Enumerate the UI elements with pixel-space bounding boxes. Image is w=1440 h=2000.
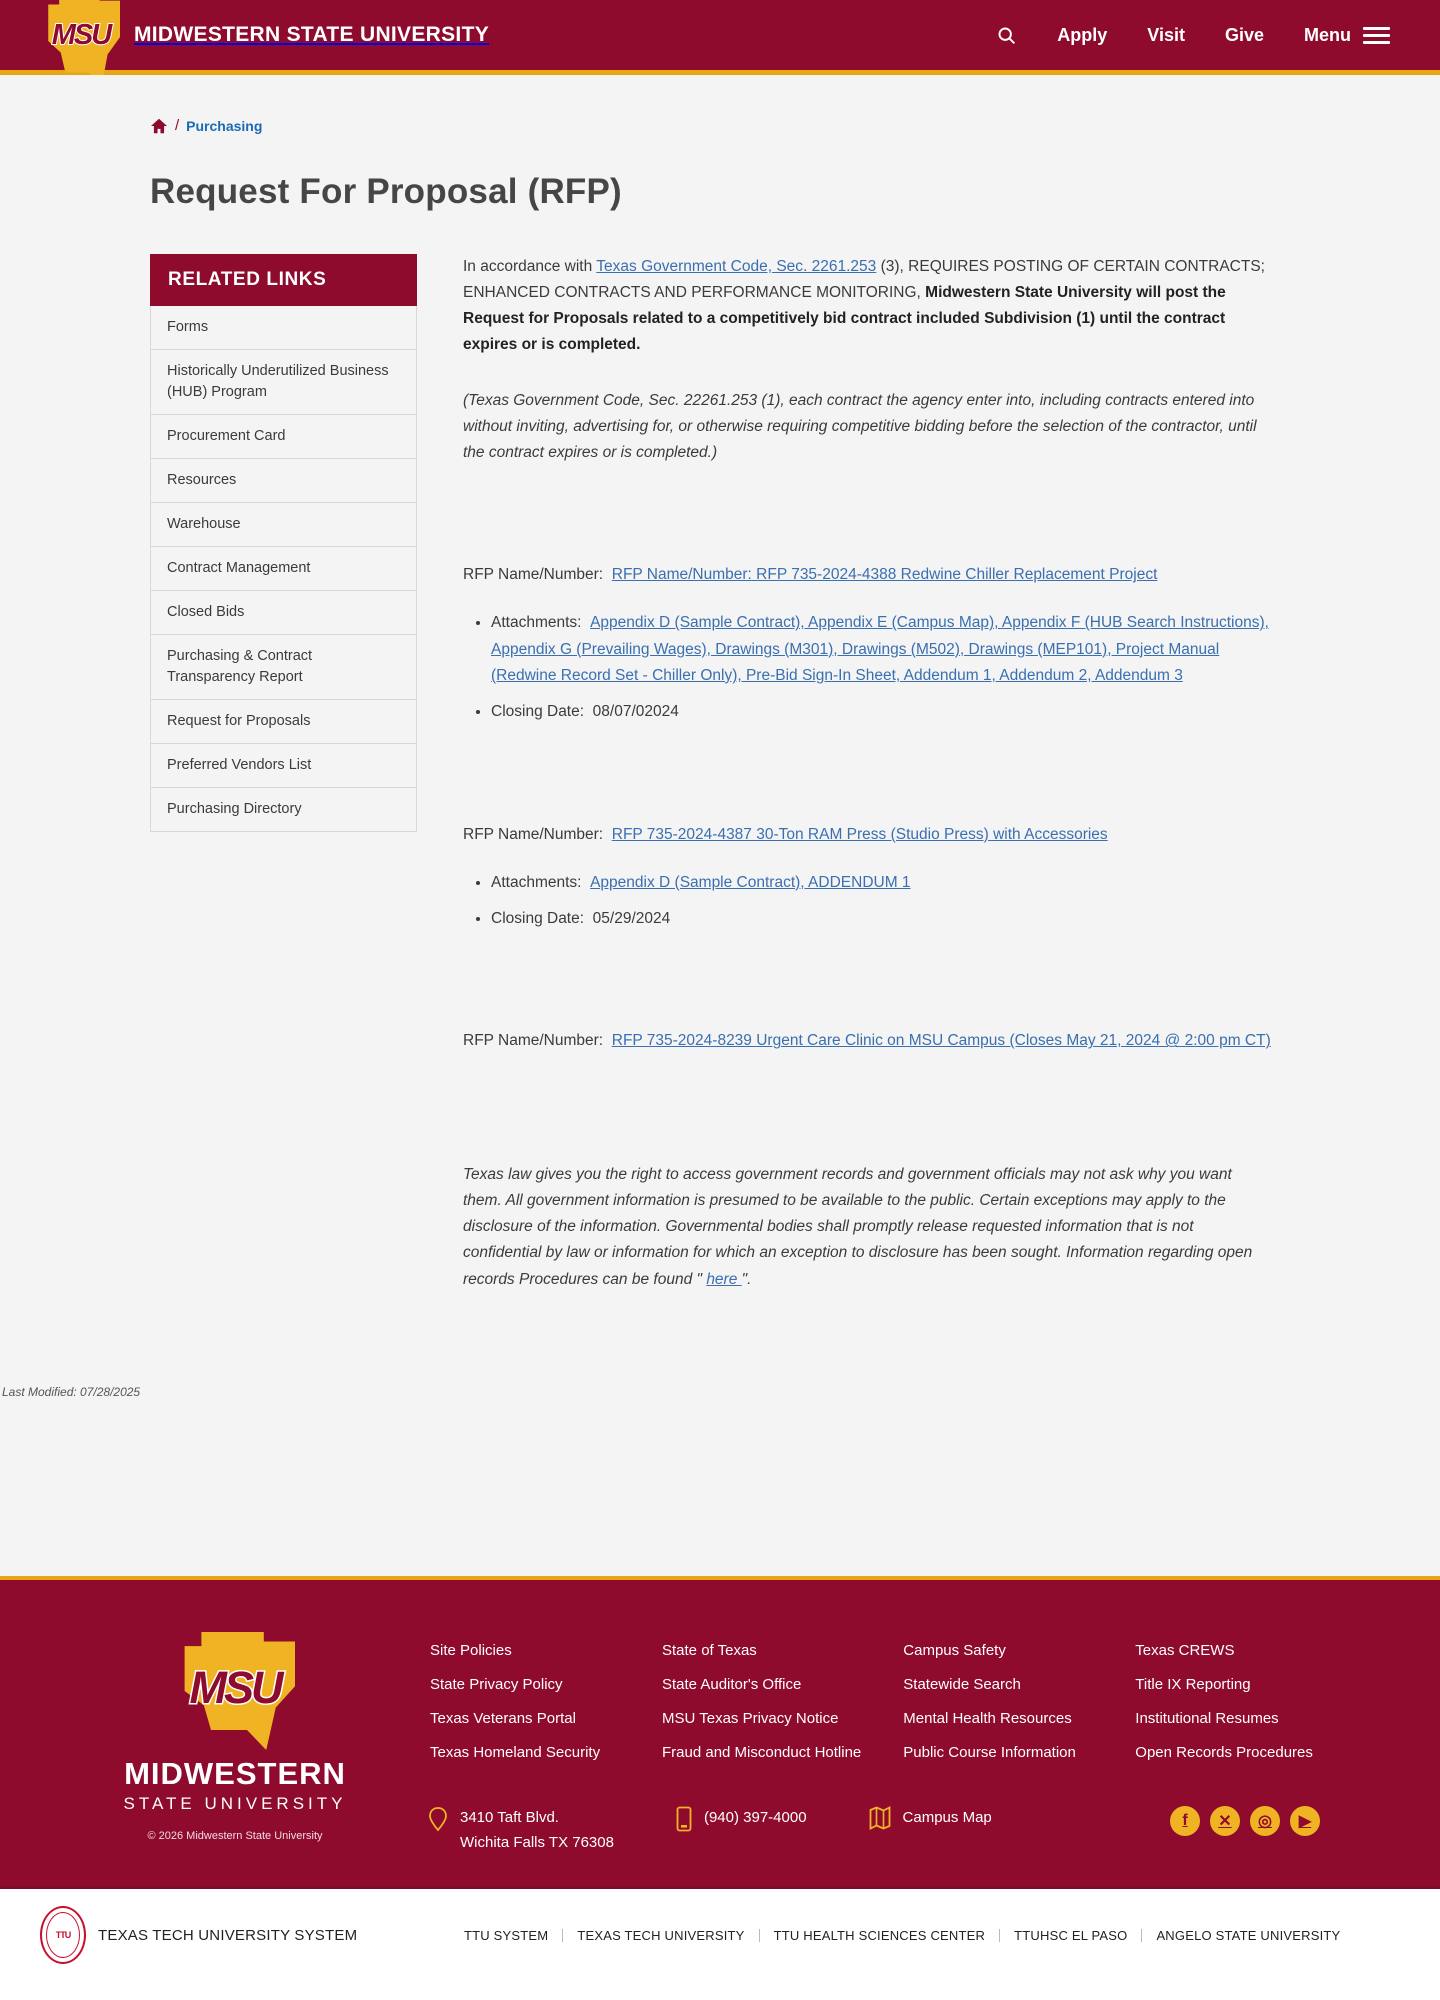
intro-pre: In accordance with [463, 258, 597, 275]
youtube-icon[interactable]: ▶ [1290, 1806, 1320, 1836]
footer-campus-map[interactable] [869, 1806, 992, 1831]
open-records-tail: ". [741, 1270, 752, 1288]
ttu-seal-icon: TTU [40, 1906, 86, 1964]
sidebar-item-preferred-vendors[interactable]: Preferred Vendors List [151, 744, 417, 788]
rfp-2-line [463, 822, 1273, 848]
brand-name: MIDWESTERN STATE UNIVERSITY [134, 23, 489, 46]
rfp-3-link[interactable]: RFP 735-2024-8239 Urgent Care Clinic on MSU Campus (Closes May 21, 2024 @ 2:00 pm CT) [611, 1032, 1271, 1050]
ttu-brand[interactable] [40, 1906, 420, 1964]
footer-link-texas-crews[interactable]: Texas CREWS [1135, 1642, 1235, 1659]
footer-address-line1: 3410 Taft Blvd. [460, 1809, 559, 1826]
footer-link-site-policies[interactable]: Site Policies [430, 1642, 512, 1659]
rfp-2-closing-item [491, 906, 1273, 932]
related-links-sidebar [150, 254, 417, 1315]
x-twitter-icon[interactable]: ✕ [1210, 1806, 1240, 1836]
rfp-1-attachments-label: Attachments: [491, 614, 582, 632]
breadcrumb-separator: / [175, 117, 180, 134]
ttu-link-system[interactable]: TTU SYSTEM [450, 1929, 563, 1942]
rfp-1-closing-label: Closing Date: [491, 703, 585, 721]
footer-link-statewide-search[interactable]: Statewide Search [903, 1676, 1021, 1693]
sidebar-item-hub-program[interactable]: Historically Underutilized Business (HUB) Program [151, 350, 417, 415]
main-content [443, 254, 1273, 1315]
footer-address [428, 1806, 614, 1856]
footer-link-campus-safety[interactable]: Campus Safety [903, 1642, 1006, 1659]
ttu-link-angelo-state[interactable]: ANGELO STATE UNIVERSITY [1156, 1927, 1341, 1943]
footer-link-state-auditors-office[interactable]: State Auditor's Office [662, 1676, 802, 1693]
sidebar-item-warehouse[interactable]: Warehouse [151, 503, 417, 547]
footer-phone-number: (940) 397-4000 [703, 1809, 807, 1826]
footer-link-texas-veterans-portal[interactable]: Texas Veterans Portal [430, 1710, 576, 1727]
footer-link-institutional-resumes[interactable]: Institutional Resumes [1135, 1710, 1279, 1727]
rfp-2-details [463, 870, 1273, 933]
rfp-3-label: RFP Name/Number: [463, 1032, 604, 1050]
rfp-2-link[interactable]: RFP 735-2024-4387 30-Ton RAM Press (Studio Press) with Accessories [611, 825, 1108, 843]
rfp-1-attachments-link[interactable]: Appendix D (Sample Contract), Appendix E (Campus Map), Appendix F (HUB Search Instructions), Appendix G (Prevailing Wages), Drawings (M301), Drawings (M502), Drawings (MEP101), Project Manual (Redwine Record Set - Chiller Only), Pre-Bid Sign-In Sheet, Addendum 1, Addendum 2, Addendum 3 [491, 614, 1269, 684]
rfp-1-attachments-item [491, 610, 1273, 689]
footer-link-texas-homeland-security[interactable]: Texas Homeland Security [430, 1744, 601, 1761]
sidebar-item-purchasing-directory[interactable]: Purchasing Directory [151, 788, 417, 832]
rfp-entry-3 [463, 1028, 1273, 1054]
nav-give[interactable]: Give [1224, 24, 1264, 45]
page-title: Request For Proposal (RFP) [150, 172, 622, 211]
footer-link-state-of-texas[interactable]: State of Texas [662, 1642, 757, 1659]
footer-msu-logo-icon [175, 1632, 295, 1750]
breadcrumb-purchasing-link[interactable]: Purchasing [186, 117, 263, 134]
ttu-system-name: TEXAS TECH UNIVERSITY SYSTEM [98, 1926, 358, 1944]
open-records-note [463, 1162, 1273, 1292]
rfp-1-closing-item [491, 699, 1273, 725]
intro-mid: (3), REQUIRES POSTING OF CERTAIN CONTRACTS; ENHANCED CONTRACTS AND PERFORMANCE MONITORING, [463, 258, 1265, 302]
open-records-text: Texas law gives you the right to access government records and government officials may not ask why you want them. All government information is presumed to be available to the public. Certain exceptions may apply to the disclosure of the information. Governmental bodies shall promptly release requested information that is not confidential by law or information for which an exception to disclosure has been sought. Information regarding open records Procedures can be found " [463, 1166, 1253, 1288]
footer-link-msu-texas-privacy-notice[interactable]: MSU Texas Privacy Notice [662, 1710, 839, 1727]
related-links-list [150, 306, 417, 832]
rfp-3-line [463, 1028, 1273, 1054]
footer-link-title-ix-reporting[interactable]: Title IX Reporting [1135, 1676, 1251, 1693]
breadcrumb [150, 75, 1290, 134]
ttu-links [450, 1929, 1354, 1942]
home-icon [150, 118, 168, 134]
site-header [0, 0, 1440, 75]
map-icon [869, 1806, 891, 1830]
footer-brand-line2: STATE UNIVERSITY [123, 1794, 347, 1813]
nav-apply[interactable]: Apply [1057, 24, 1108, 45]
ttu-link-texas-tech-university[interactable]: TEXAS TECH UNIVERSITY [563, 1929, 759, 1942]
header-nav [996, 25, 1400, 46]
facebook-icon[interactable]: f [1170, 1806, 1200, 1836]
ttu-link-el-paso[interactable]: TTUHSC EL PASO [1000, 1929, 1142, 1942]
footer-brand [110, 1632, 360, 1842]
footer-social-links [1170, 1806, 1330, 1836]
rfp-2-label: RFP Name/Number: [463, 825, 604, 843]
footer-link-fraud-hotline[interactable]: Fraud and Misconduct Hotline [662, 1744, 862, 1761]
intro-paragraph [463, 254, 1273, 358]
sidebar-item-forms[interactable]: Forms [151, 306, 417, 350]
breadcrumb-home-link[interactable] [150, 118, 168, 134]
sidebar-item-request-for-proposals[interactable]: Request for Proposals [151, 700, 417, 744]
footer-brand-line1: MIDWESTERN [124, 1756, 346, 1791]
rfp-entry-2 [463, 822, 1273, 933]
footer-phone[interactable] [676, 1806, 807, 1832]
rfp-1-line [463, 562, 1273, 588]
sidebar-item-closed-bids[interactable]: Closed Bids [151, 591, 417, 635]
instagram-icon[interactable]: ◎ [1250, 1806, 1280, 1836]
rfp-2-closing-label: Closing Date: [491, 910, 585, 927]
footer-link-state-privacy-policy[interactable]: State Privacy Policy [430, 1676, 563, 1693]
last-modified: Last Modified: 07/28/2025 [2, 1384, 141, 1399]
search-icon[interactable] [996, 25, 1017, 46]
menu-button[interactable] [1304, 25, 1390, 46]
footer-logo-letters: MSU [189, 1662, 281, 1713]
code-note-paragraph: (Texas Government Code, Sec. 22261.253 (1), each contract the agency enter into, including contracts entered into without inviting, advertising for, or otherwise requiring competitive bidding before the selection of the contractor, until the contract expires or is completed.) [463, 392, 1257, 462]
intro-bold: Midwestern State University will post the Request for Proposals related to a competitively bid contract included Subdivision (1) until the contract expires or is completed. [463, 284, 1226, 354]
menu-label: Menu [1304, 24, 1351, 45]
footer-copyright: © 2026 Midwestern State University [147, 1830, 323, 1842]
related-links-heading: RELATED LINKS [150, 254, 417, 306]
rfp-1-link[interactable]: RFP Name/Number: RFP 735-2024-4388 Redwine Chiller Replacement Project [611, 566, 1158, 584]
site-footer [0, 1580, 1440, 1886]
rfp-2-attachments-link[interactable]: Appendix D (Sample Contract), ADDENDUM 1 [590, 873, 911, 891]
nav-visit[interactable]: Visit [1147, 24, 1185, 45]
msu-logo-letters: MSU [51, 19, 111, 51]
rfp-entry-1 [463, 562, 1273, 725]
rfp-1-closing-value: 08/07/02024 [592, 703, 679, 721]
ttu-link-health-sciences-center[interactable]: TTU HEALTH SCIENCES CENTER [760, 1929, 1001, 1942]
footer-address-line2: Wichita Falls TX 76308 [460, 1833, 614, 1851]
rfp-1-details [463, 610, 1273, 725]
sidebar-item-resources[interactable]: Resources [151, 459, 417, 503]
location-pin-icon [428, 1806, 448, 1834]
open-records-here-link[interactable]: here [706, 1270, 742, 1288]
page-body [0, 75, 1440, 1580]
texas-gov-code-link[interactable]: Texas Government Code, Sec. 2261.253 [596, 258, 877, 275]
footer-link-mental-health-resources[interactable]: Mental Health Resources [903, 1710, 1072, 1727]
footer-link-open-records-procedures[interactable]: Open Records Procedures [1135, 1744, 1313, 1761]
hamburger-icon [1363, 27, 1390, 44]
rfp-2-closing-value: 05/29/2024 [592, 910, 671, 927]
footer-link-public-course-information[interactable]: Public Course Information [903, 1744, 1076, 1761]
sidebar-item-transparency-report[interactable]: Purchasing & Contract Transparency Report [151, 635, 417, 700]
footer-campus-map-label: Campus Map [902, 1809, 992, 1826]
rfp-2-attachments-label: Attachments: [491, 873, 582, 891]
phone-icon [676, 1806, 692, 1832]
sidebar-item-procurement-card[interactable]: Procurement Card [151, 415, 417, 459]
sidebar-item-contract-management[interactable]: Contract Management [151, 547, 417, 591]
ttu-system-bar [0, 1886, 1440, 1982]
rfp-2-attachments-item [491, 870, 1273, 896]
rfp-1-label: RFP Name/Number: [463, 566, 604, 584]
